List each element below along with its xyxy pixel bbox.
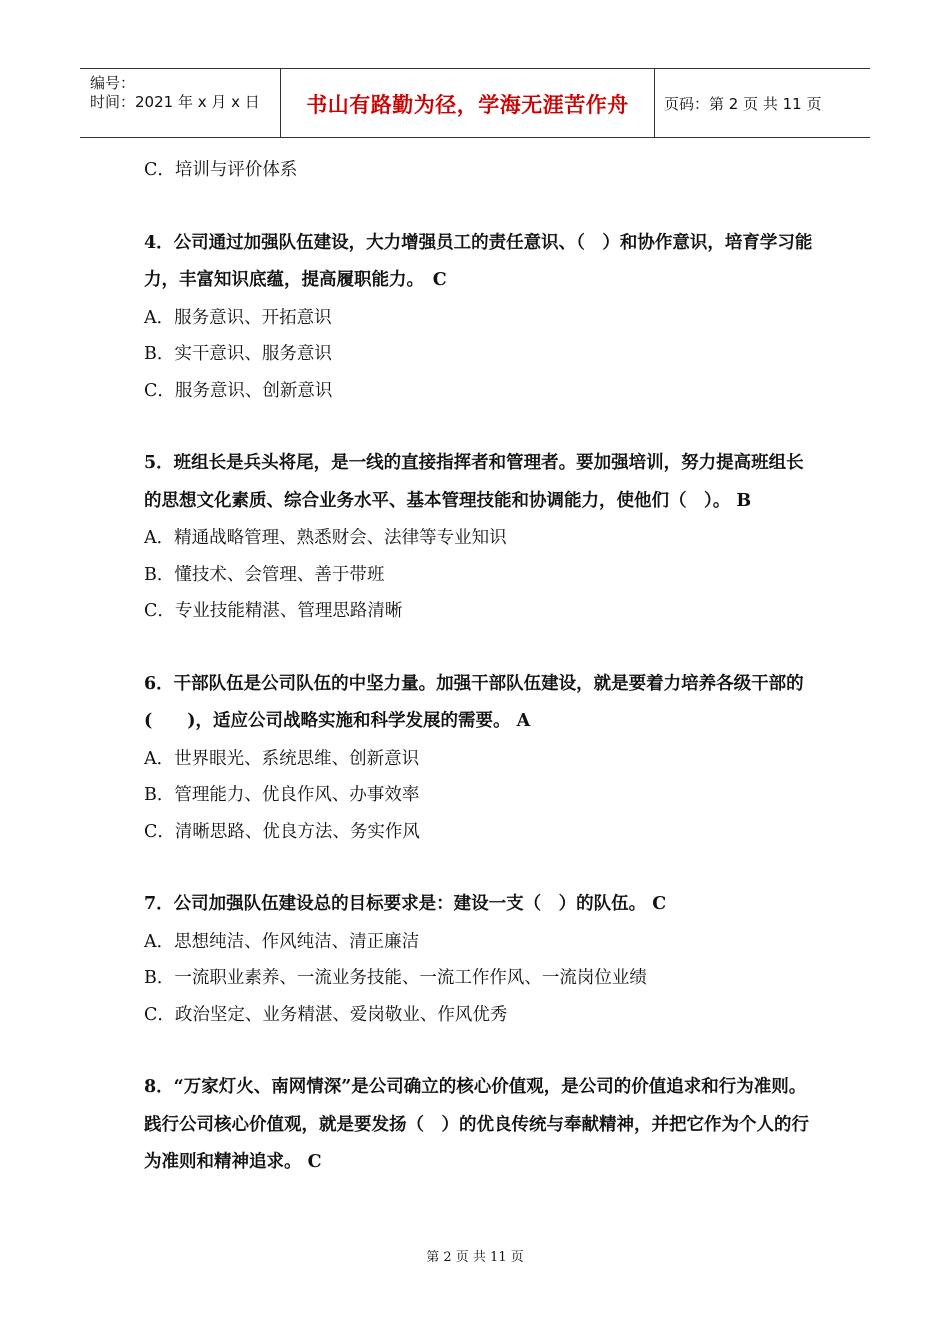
option-a-q6: A．世界眼光、系统思维、创新意识 <box>144 748 420 769</box>
option-b-q7: B．一流职业素养、一流业务技能、一流工作作风、一流岗位业绩 <box>144 968 647 988</box>
option-c-q7: C．政治坚定、业务精湛、爱岗敬业、作风优秀 <box>144 1004 508 1025</box>
option-b-q6: B．管理能力、优良作风、办事效率 <box>144 785 420 805</box>
option-a-q4: A．服务意识、开拓意识 <box>144 307 332 328</box>
question-7: 7．公司加强队伍建设总的目标要求是：建设一支（ ）的队伍。 C <box>144 894 667 914</box>
header-meta <box>80 69 280 137</box>
option-b-q4: B．实干意识、服务意识 <box>144 344 332 364</box>
option-a-q5: A．精通战略管理、熟悉财会、法律等专业知识 <box>144 528 507 548</box>
header-motto-cell <box>280 69 655 137</box>
page-header <box>80 68 870 138</box>
option-c-q6: C．清晰思路、优良方法、务实作风 <box>144 821 420 842</box>
question-4: 4．公司通过加强队伍建设，大力增强员工的责任意识、（ ）和协作意识，培育学习能力，丰富知识底蕴，提高履职能力。 C <box>144 232 813 290</box>
question-8: 8．“万家灯火、南网情深”是公司确立的核心价值观，是公司的价值追求和行为准则。践行公司核心价值观，就是要发扬（ ）的优良传统与奉献精神，并把它作为个人的行为准则和精神追求。 C <box>144 1077 809 1172</box>
option-c-q3: C．培训与评价体系 <box>144 160 298 180</box>
page-footer: 第 2 页 共 11 页 <box>426 1250 524 1265</box>
document-number-label: 编号： <box>90 74 136 92</box>
option-a-q7: A．思想纯洁、作风纯洁、清正廉洁 <box>144 931 420 952</box>
option-c-q5: C．专业技能精湛、管理思路清晰 <box>144 601 403 621</box>
header-motto: 书山有路勤为径，学海无涯苦作舟 <box>306 93 629 117</box>
document-date: 时间：2021 年 x 月 x 日 <box>90 93 260 111</box>
option-c-q4: C．服务意识、创新意识 <box>144 380 333 401</box>
question-5: 5．班组长是兵头将尾，是一线的直接指挥者和管理者。要加强培训，努力提高班组长的思想文化素质、综合业务水平、基本管理技能和协调能力，使他们（ ）。 B <box>144 453 804 511</box>
question-6: 6．干部队伍是公司队伍的中坚力量。加强干部队伍建设，就是要着力培养各级干部的( )，适应公司战略实施和科学发展的需要。 A <box>144 673 804 731</box>
question-list <box>144 152 814 1182</box>
header-page-cell <box>654 69 870 137</box>
option-b-q5: B．懂技术、会管理、善于带班 <box>144 564 385 585</box>
header-page-info: 页码：第 2 页 共 11 页 <box>664 95 822 113</box>
